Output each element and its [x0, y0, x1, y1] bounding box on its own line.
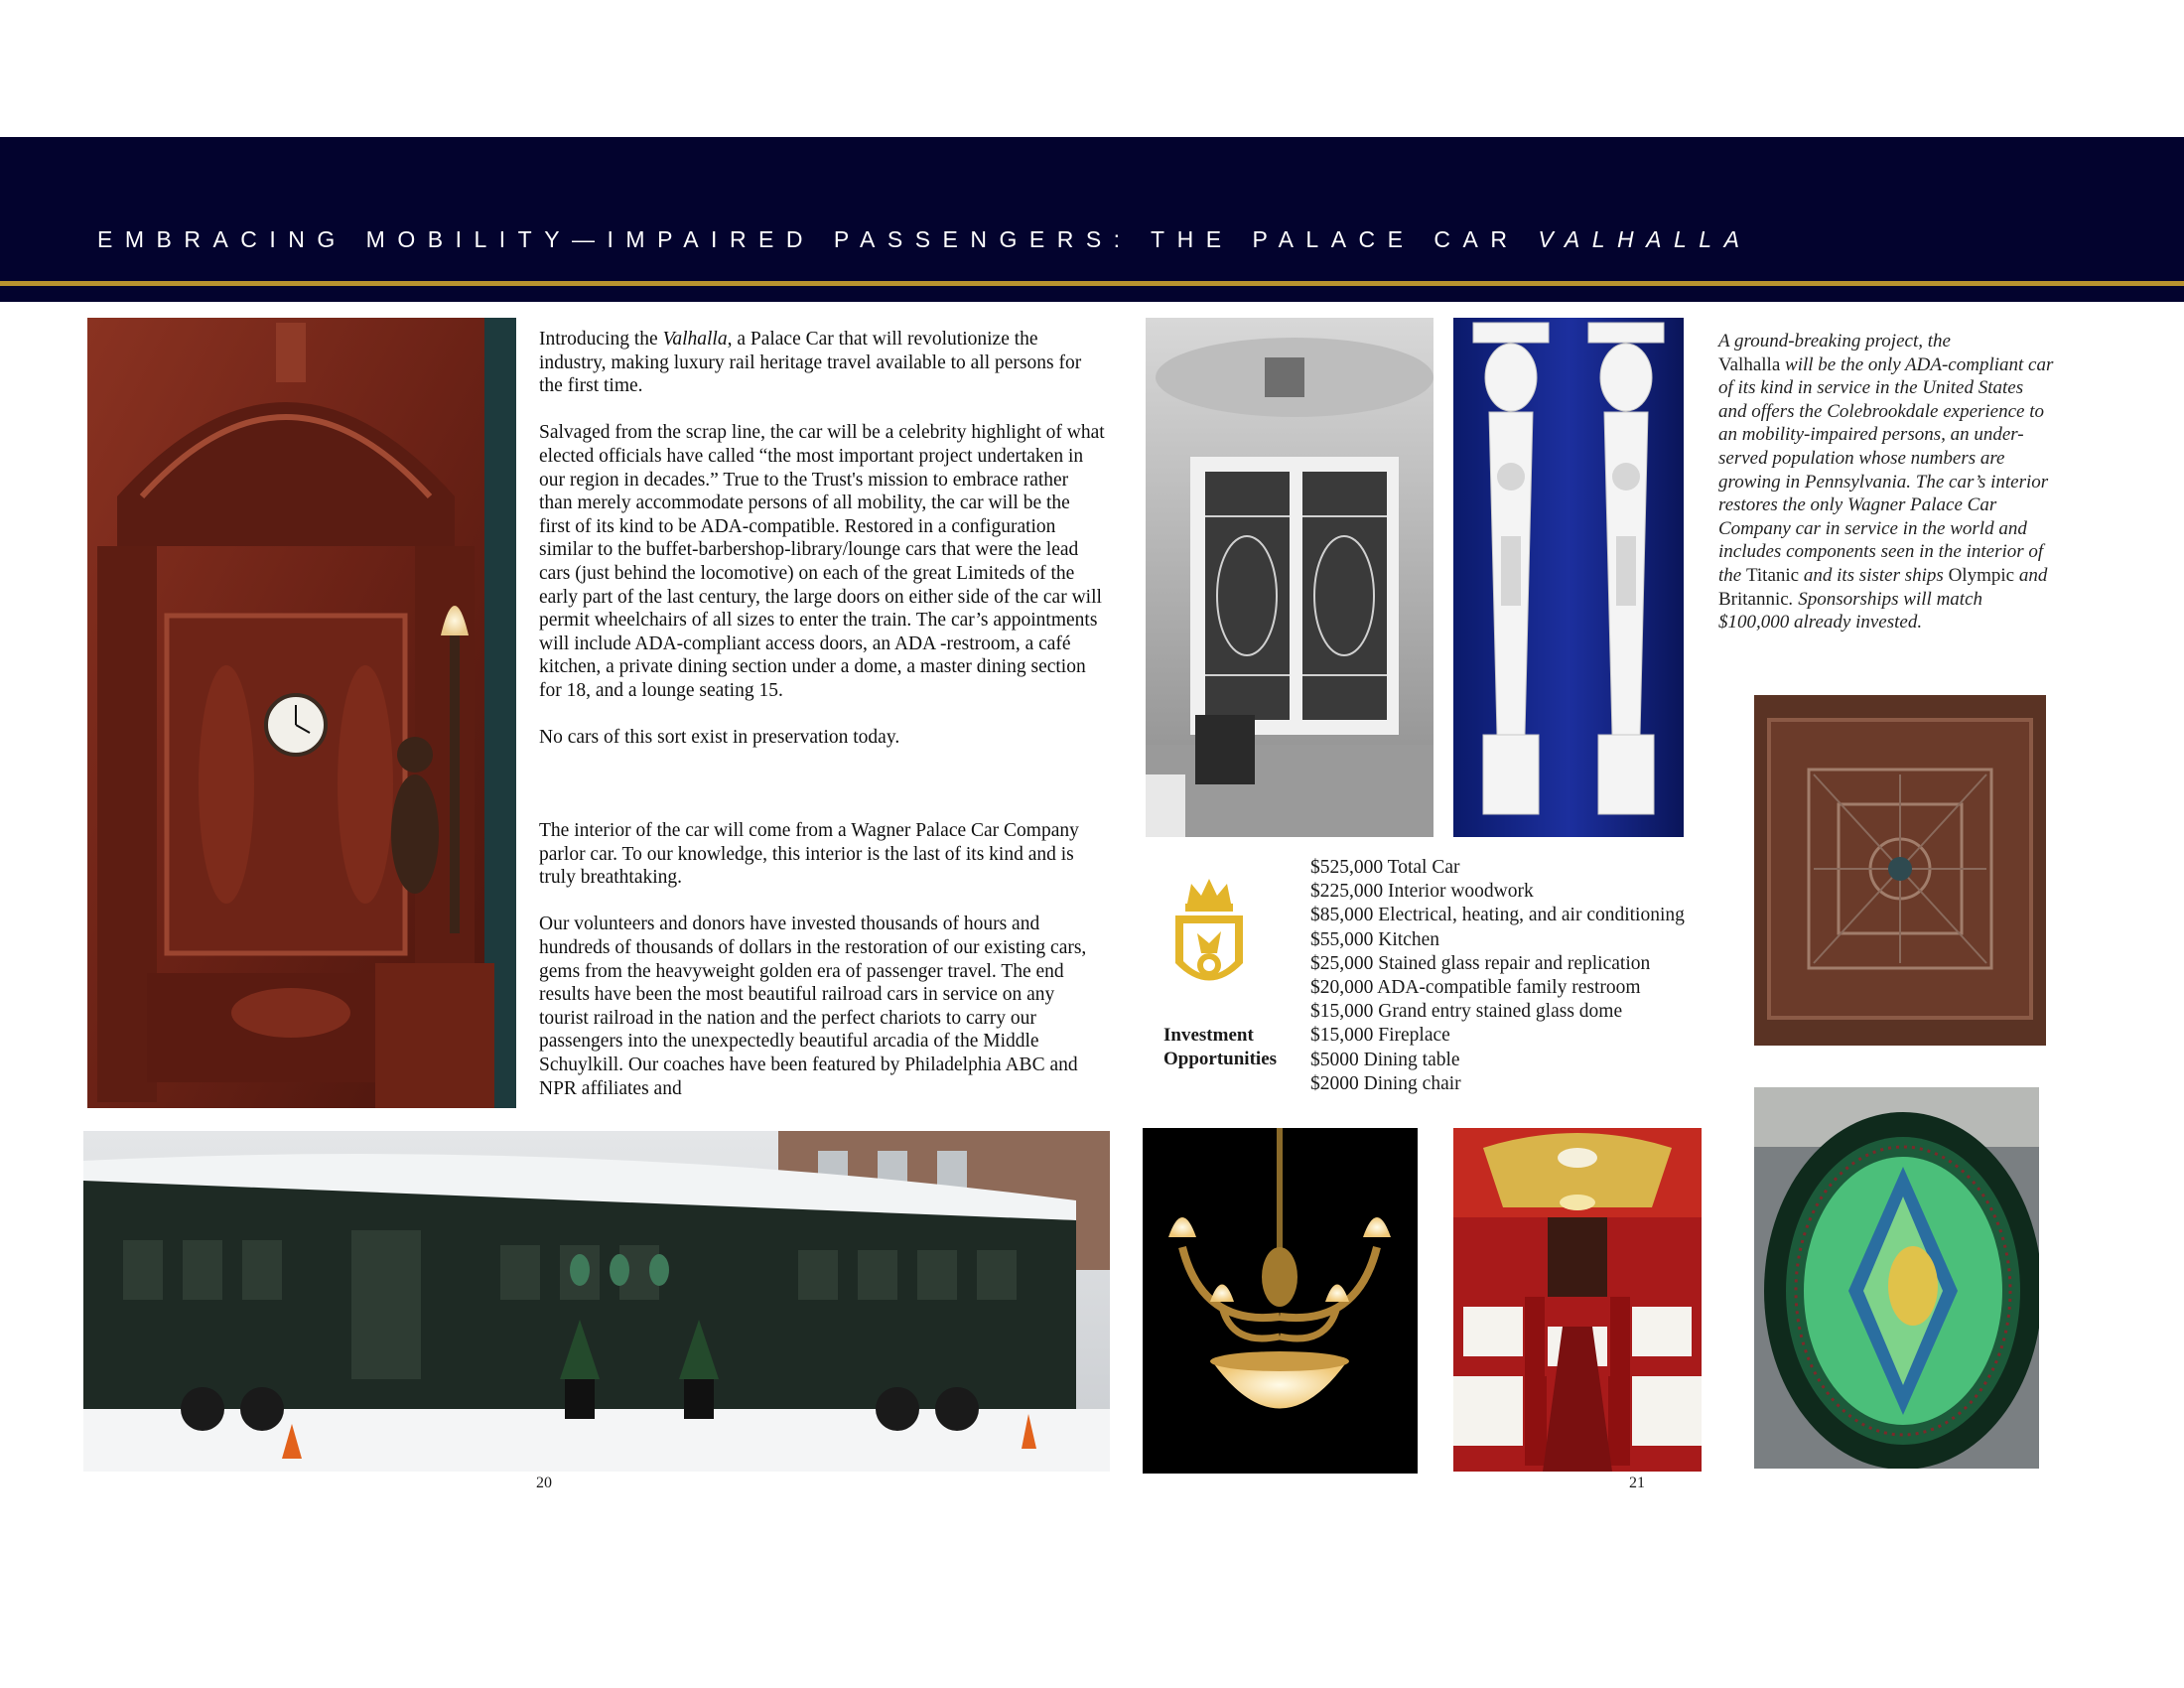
investment-item: $5000 Dining table — [1310, 1049, 1460, 1070]
interior-text — [539, 819, 1105, 1100]
investment-label: Investment Opportunities — [1163, 1025, 1278, 1069]
header-underline-band — [0, 286, 2184, 302]
carved-clock-photo — [87, 318, 516, 1108]
investment-item: $15,000 Fireplace — [1310, 1025, 1450, 1047]
intro-paragraph-1: Introducing the Valhalla, a Palace Car that will revolutionize the industry, making luxury rail heritage travel available to all persons for the first time. — [539, 329, 1082, 397]
investment-item: $85,000 Electrical, heating, and air conditioning — [1310, 905, 1685, 926]
intro-paragraph-3: No cars of this sort exist in preservation today. — [539, 727, 900, 749]
investment-item: $2000 Dining chair — [1310, 1072, 1461, 1094]
investment-item: $15,000 Grand entry stained glass dome — [1310, 1001, 1623, 1023]
dining-car-interior-photo — [1453, 1128, 1702, 1472]
crest-logo — [1169, 874, 1249, 1003]
investment-list — [1310, 856, 1685, 1096]
page-number-right: 21 — [1629, 1475, 1645, 1491]
interior-paragraph-1: The interior of the car will come from a Wagner Palace Car Company parlor car. To our knowledge, this interior is the last of its kind and is truly breathtaking. — [539, 820, 1079, 889]
intro-paragraph-2: Salvaged from the scrap line, the car will be a celebrity highlight of what elected officials have called “the most important project undertaken in our region in decades.” True to the Trust's mission to embrace rather than merely accommodate persons of all mobility, the car will be the first of its kind to be ADA-compatible. Restored in a configuration similar to the buffet-barbershop-library/lounge cars that were the lead cars (just behind the locomotive) on each of the great Limiteds of the early part of the last century, the large doors on either side of the car will permit wheelchairs of all sizes to enter the train. The car’s appointments will include ADA-compliant access doors, an ADA -restroom, a café kitchen, a private dining section under a dome, a master dining section for 18, and a lounge seating 15. — [539, 422, 1105, 701]
investment-item: $20,000 ADA-compatible family restroom — [1310, 977, 1641, 999]
intro-text — [539, 328, 1105, 750]
investment-item: $25,000 Stained glass repair and replication — [1310, 952, 1651, 974]
stained-glass-windows-photo — [1146, 318, 1433, 837]
investment-item: $525,000 Total Car — [1310, 857, 1460, 878]
page-number-left: 20 — [536, 1475, 552, 1491]
sidebar-text: A ground-breaking project, the Valhalla will be the only ADA-compliant car of its kind in service in the United States and offers the Colebrookdale experience to an mobility-impaired persons, an under-served population whose numbers are growing in Pennsylvania. The car’s interior restores the only Wagner Palace Car Company car in service in the world and includes components seen in the interior of the Titanic and its sister ships Olympic and Britannic. Sponsorships will match $100,000 already invested. — [1718, 331, 2054, 633]
page-title: EMBRACING MOBILITY—IMPAIRED PASSENGERS: THE PALACE CAR VALHALLA — [97, 226, 1752, 252]
investment-item: $225,000 Interior woodwork — [1310, 881, 1534, 903]
caryatid-columns-photo — [1453, 318, 1684, 837]
header-banner — [0, 137, 2184, 281]
oval-stained-glass-photo — [1754, 1087, 2039, 1469]
pressed-metal-panel-photo — [1754, 695, 2046, 1046]
investment-item: $55,000 Kitchen — [1310, 928, 1439, 950]
interior-paragraph-2: Our volunteers and donors have invested thousands of hours and hundreds of thousands of dollars in the restoration of our existing cars, gems from the heavyweight golden era of passenger travel. The end results have been the most beautiful railroad cars in service on any tourist railroad in the nation and the perfect chariots to carry our passengers into the unexpectedly beautiful arcadia of the Middle Schuylkill. Our coaches have been featured by Philadelphia ABC and NPR affiliates and — [539, 914, 1087, 1099]
chandelier-photo — [1143, 1128, 1418, 1474]
railcar-in-snow-photo — [83, 1131, 1110, 1472]
